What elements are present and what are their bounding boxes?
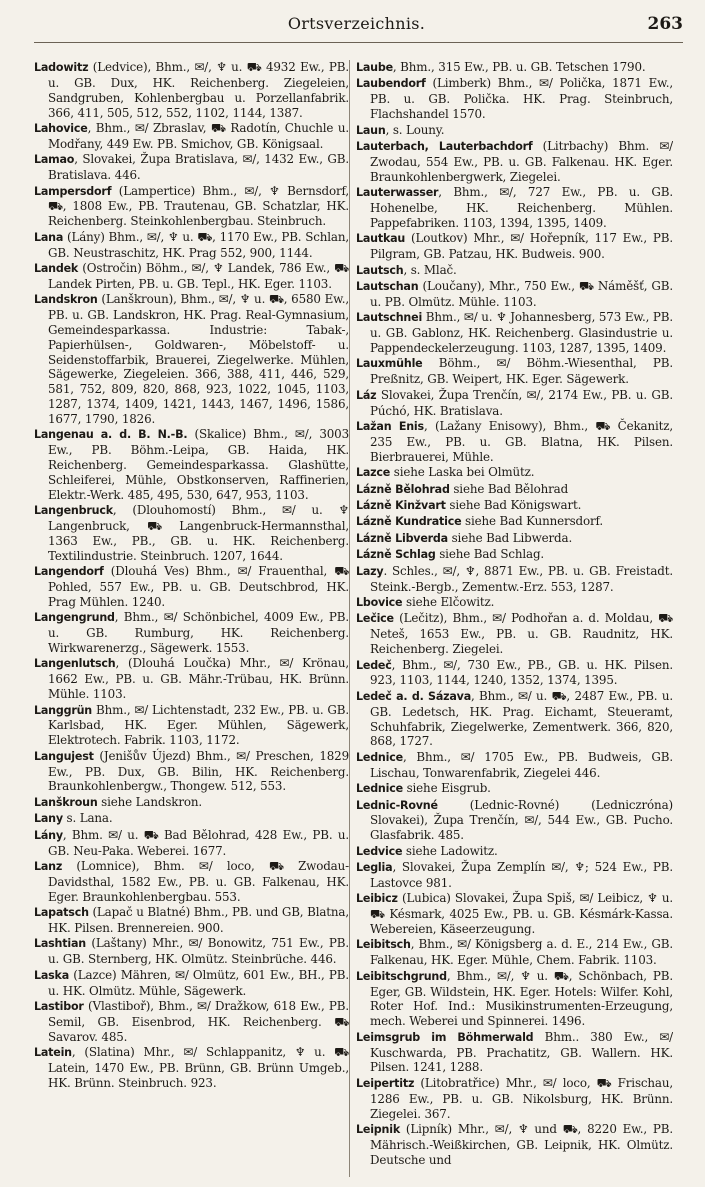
entry-text: (Skalice) Bhm., ✉/, 3003 Ew., PB. Böhm.-Leipa, GB. Haida, HK. Reichenberg. Gemeindesparkassa. Glashütte, Schleiferei, Mühle, Obstkonserven, Raffinerien, Elektr.-Werk. 485, 495, 530, 647, 953, 1103. [48, 427, 349, 502]
entry-headword: Lapatsch [34, 906, 89, 920]
entry-headword: Lautkau [356, 232, 406, 246]
left-column [34, 60, 349, 1179]
entry-text: , Bhm., ✉/ u. ⛟, 2487 Ew., PB. u. GB. Ledetsch, HK. Prag. Eichamt, Steueramt, Schuhfabrik, Ziegelwerke, Zementwerk. 366, 820, 868, 1727. [370, 688, 673, 749]
entry-text: siehe Ladowitz. [402, 843, 498, 858]
entry-text: s. Lana. [62, 811, 113, 826]
entry-headword: Lázně Schlag [356, 548, 436, 562]
entry-headword: Langujest [34, 749, 94, 763]
gazetteer-entry [34, 184, 349, 230]
gazetteer-entry [34, 905, 349, 936]
entry-headword: Lanškroun [34, 795, 98, 809]
header-rule [34, 42, 683, 43]
gazetteer-entry [356, 531, 673, 547]
entry-text: , Bhm., 315 Ew., PB. u. GB. Tetschen 1790. [392, 60, 646, 74]
gazetteer-entry [34, 749, 349, 795]
gazetteer-entry [356, 658, 673, 689]
entry-headword: Landskron [34, 293, 98, 307]
entry-text: (Lazce) Mähren, ✉/ Olmütz, 601 Ew., BH., PB. u. HK. Olmütz. Mühle, Sägewerk. [48, 967, 349, 998]
gazetteer-entry [356, 860, 673, 891]
gazetteer-entry [34, 230, 349, 261]
gazetteer-entry [356, 937, 673, 968]
entry-headword: Lautsch [356, 263, 404, 277]
gazetteer-entry [356, 1030, 673, 1076]
gazetteer-entry [356, 547, 673, 563]
entry-headword: Ledvice [356, 844, 403, 858]
entry-text: (Ostročin) Böhm., ✉/, ♆ Landek, 786 Ew., ⛟ Landek Pirten, PB. u. GB. Tepl., HK. Eger. 1103. [48, 260, 349, 291]
gazetteer-entry [34, 828, 349, 859]
entry-text: , Bhm., ✉/ Zbraslav, ⛟ Radotín, Chuchle u. Modřany, 449 Ew. PB. Smichov, GB. Königsaal. [48, 120, 349, 151]
entry-text: (Lomnice), Bhm. ✉/ loco, ⛟ Zwodau-Davidsthal, 1582 Ew., PB. u. GB. Falkenau, HK. Eger. Braunkohlenbergbau. 553. [48, 858, 349, 904]
gazetteer-entry [356, 231, 673, 262]
entry-text: (Lanškroun), Bhm., ✉/, ♆ u. ⛟, 6580 Ew., PB. u. GB. Landskron, HK. Prag. Real-Gymnasium, Gemeindesparkassa. Industrie: Tabak-, Papierhülsen-, Goldwaren-, Möbelstoff- u. Seidenstoffarbik, Brauerei, Ziegelwerke. Mühlen, Sägewerke, Ziegeleien. 366, 388, 411, 446, 529, 581, 752, 809, 820, 868, 923, 1022, 1045, 1103, 1287, 1374, 1409, 1421, 1443, 1467, 1496, 1586, 1677, 1790, 1826. [48, 292, 349, 426]
entry-text: , Slovakei, Župa Zemplín ✉/, ♆; 524 Ew., PB. Lastovce 981. [370, 860, 673, 890]
gazetteer-entry [356, 388, 673, 419]
entry-text: (Dlouhá Ves) Bhm., ✉/ Frauenthal, ⛟ Pohled, 557 Ew., PB. u. GB. Deutschbrod, HK. Prag Mühlen. 1240. [48, 564, 349, 609]
gazetteer-entry [34, 999, 349, 1045]
gazetteer-entry [356, 844, 673, 860]
gazetteer-entry [356, 798, 673, 844]
entry-text: (Lednic-Rovné) (Ledniczróna) Slovakei), Župa Trenčín, ✉/, 544 Ew., GB. Pucho. Glasfabrik. 485. [370, 797, 673, 843]
right-column [356, 60, 673, 1179]
entry-text: siehe Bad Bělohrad [449, 481, 569, 496]
gazetteer-entry [356, 595, 673, 611]
gazetteer-entry [356, 891, 673, 937]
gazetteer-entry [356, 76, 673, 122]
entry-text: (Jenišův Újezd) Bhm., ✉/ Preschen, 1829 Ew., PB. Dux, GB. Bilin, HK. Reichenberg. Braunkohlenbergw., Thongew. 512, 553. [48, 748, 349, 794]
entry-headword: Lbovice [356, 595, 403, 609]
running-title: Ortsverzeichnis. [287, 14, 426, 33]
gazetteer-entry [356, 185, 673, 231]
entry-headword: Leibitsch [356, 938, 411, 952]
entry-headword: Laska [34, 968, 70, 982]
entry-headword: Lahovice [34, 121, 88, 135]
entry-text: , s. Mlač. [403, 262, 457, 277]
entry-headword: Lázně Libverda [356, 531, 448, 545]
entry-text: (Litrbachy) Bhm. ✉/ Zwodau, 554 Ew., PB. u. GB. Falkenau. HK. Eger. Braunkohlenbergwerk, Ziegelei. [370, 139, 673, 184]
entry-text: , Bhm., ✉/ Königsberg a. d. E., 214 Ew., GB. Falkenau, HK. Eger. Mühle, Chem. Fabrik. 1103. [370, 937, 673, 968]
entry-text: , s. Louny. [385, 122, 445, 137]
gazetteer-entry [356, 969, 673, 1029]
entry-headword: Leipertitz [356, 1076, 415, 1090]
gazetteer-entry [34, 121, 349, 152]
entry-text: (Limberk) Bhm., ✉/ Polička, 1871 Ew., PB. u. GB. Polička. HK. Prag. Steinbruch, Flachshandel 1570. [370, 76, 673, 122]
gazetteer-entry [34, 811, 349, 827]
entry-text: (Lány) Bhm., ✉/, ♆ u. ⛟, 1170 Ew., PB. Schlan, GB. Neustraschitz, HK. Prag 552, 900, 1144. [48, 229, 349, 260]
gazetteer-entry [356, 781, 673, 797]
entry-headword: Ladowitz [34, 61, 89, 74]
gazetteer-entry [356, 139, 673, 185]
entry-headword: Laube [356, 61, 393, 74]
entry-text: (Vlastiboř), Bhm., ✉/ Dražkow, 618 Ew., PB. Semil, GB. Eisenbrod, HK. Reichenberg. ⛟ Savarov. 485. [48, 998, 349, 1044]
entry-headword: Langgrün [34, 703, 93, 717]
entry-text: , (Dlouhá Loučka) Mhr., ✉/ Krönau, 1662 Ew., PB. u. GB. Mähr.-Trübau, HK. Brünn. Mühle. 1103. [48, 656, 349, 702]
gazetteer-entry [34, 859, 349, 905]
entry-text: (Lapač u Blatné) Bhm., PB. und GB, Blatna, HK. Pilsen. Brennereien. 900. [48, 905, 349, 935]
gazetteer-entry [34, 610, 349, 656]
entry-headword: Lednic-Rovné [356, 798, 438, 812]
entry-headword: Lastibor [34, 999, 84, 1013]
gazetteer-entry [356, 564, 673, 595]
entry-headword: Lashtian [34, 937, 86, 951]
entry-headword: Lanz [34, 859, 63, 873]
gazetteer-entry [34, 564, 349, 610]
entry-text: , Bhm., ✉/, ♆ u. ⛟, Schönbach, PB. Eger, GB. Wildstein, HK. Eger. Hotels: Wilfer. Kohl, Roter Hof. Ind.: Musikinstrumenten-Erzeugung, mech. Weberei und Spinnerei. 1496. [370, 968, 673, 1029]
entry-text: (Lečitz), Bhm., ✉/ Podhořan a. d. Moldau, ⛟ Neteš, 1653 Ew., PB. u. GB. Raudnitz, HK. Reichenberg. Ziegelei. [370, 611, 673, 657]
entry-text: siehe Bad Kunnersdorf. [461, 514, 604, 529]
entry-headword: Leipnik [356, 1122, 401, 1136]
entry-text: , Bhm., ✉/ Schönbichel, 4009 Ew., PB. u. GB. Rumburg, HK. Reichenberg. Wirkwarenerzg., Sägewerk. 1553. [48, 610, 349, 655]
gazetteer-entry [356, 263, 673, 279]
entry-text: (Loučany), Mhr., 750 Ew., ⛟ Náměšť, GB. u. PB. Olmütz. Mühle. 1103. [370, 278, 673, 309]
entry-text: , Bhm. ✉/ u. ⛟ Bad Bělohrad, 428 Ew., PB. u. GB. Neu-Paka. Weberei. 1677. [48, 827, 349, 858]
entry-headword: Leibicz [356, 892, 398, 906]
entry-headword: Lázně Bělohrad [356, 482, 450, 496]
entry-text: , Bhm., ✉/ 1705 Ew., PB. Budweis, GB. Lischau, Tonwarenfabrik, Ziegelei 446. [370, 749, 673, 780]
entry-text: , (Dlouhomostí) Bhm., ✉/ u. ♆ Langenbruck, ⛟ Langenbruck-Hermannsthal, 1363 Ew., PB., GB. u. HK. Reichenberg. Textilindustrie. Steinbruch. 1207, 1644. [48, 503, 349, 563]
entry-text: Bhm., ✉/ u. ♆ Johannesberg, 573 Ew., PB. u. GB. Gablonz, HK. Reichenberg. Glasindustrie u. Pappendeckelerzeugung. 1103, 1287, 1395, 1409. [370, 310, 673, 355]
entry-headword: Lauterbach, Lauterbachdorf [356, 140, 533, 153]
gazetteer-entry [356, 750, 673, 781]
gazetteer-entry [356, 689, 673, 749]
entry-headword: Lauterwasser [356, 186, 439, 200]
entry-text: Slovakei, Župa Trenčín, ✉/, 2174 Ew., PB. u. GB. Púchó, HK. Bratislava. [370, 387, 673, 418]
entry-text: Bhm.. 380 Ew., ✉/ Kuschwarda, PB. Prachatitz, GB. Wallern. HK. Pilsen. 1241, 1288. [370, 1029, 673, 1075]
entry-headword: Langenlutsch [34, 657, 116, 671]
entry-text: , Bhm., ✉/, 730 Ew., PB., GB. u. HK. Pilsen. 923, 1103, 1144, 1240, 1352, 1374, 1395. [370, 657, 673, 688]
entry-text: (Ledvice), Bhm., ✉/, ♆ u. ⛟ 4932 Ew., PB. u. GB. Dux, HK. Reichenberg. Ziegeleien, Sandgruben, Kohlenbergbau u. Porzellanfabrik. 366, 411, 505, 512, 552, 1102, 1144, 1387. [48, 60, 349, 120]
page-number: 263 [647, 14, 683, 34]
entry-headword: Laubendorf [356, 77, 426, 91]
gazetteer-entry [356, 310, 673, 356]
entry-text: , Slovakei, Župa Bratislava, ✉/, 1432 Ew., GB. Bratislava. 446. [48, 152, 349, 183]
entry-text: (Laštany) Mhr., ✉/ Bonowitz, 751 Ew., PB. u. GB. Sternberg, HK. Olmütz. Steinbrüche. 446. [48, 936, 349, 967]
entry-text: (Litobratřice) Mhr., ✉/ loco, ⛟ Frischau, 1286 Ew., PB. u. GB. Nikolsburg, HK. Brünn. Ziegelei. 367. [370, 1075, 673, 1121]
entry-text: Bhm., ✉/ Lichtenstadt, 232 Ew., PB. u. GB. Karlsbad, HK. Eger. Mühlen, Sägewerk, Elektrotech. Fabrik. 1103, 1172. [48, 702, 349, 748]
gazetteer-entry [34, 292, 349, 427]
gazetteer-entry [356, 514, 673, 530]
entry-headword: Lautschan [356, 279, 419, 293]
entry-text: siehe Elčowitz. [402, 594, 495, 609]
gazetteer-entry [356, 611, 673, 657]
gazetteer-entry [34, 936, 349, 967]
entry-headword: Langenbruck [34, 504, 113, 518]
gazetteer-entry [34, 503, 349, 563]
entry-headword: Lány [34, 828, 63, 842]
entry-text: siehe Bad Schlag. [435, 547, 545, 562]
gazetteer-entry [356, 356, 673, 387]
entry-headword: Lamao [34, 153, 75, 167]
entry-headword: Lazy [356, 564, 384, 578]
gazetteer-entry [356, 465, 673, 481]
entry-headword: Lednice [356, 782, 403, 796]
entry-headword: Langengrund [34, 611, 115, 625]
gazetteer-entry [34, 795, 349, 811]
entry-headword: Ledeč a. d. Sázava [356, 689, 471, 703]
entry-text: siehe Bad Königswart. [445, 497, 582, 512]
entry-headword: Ledeč [356, 658, 392, 672]
entry-headword: Lauxmühle [356, 357, 423, 371]
gazetteer-entry [34, 261, 349, 292]
entry-text: , (Lažany Enisowy), Bhm., ⛟ Čekanitz, 235 Ew., PB. u. GB. Blatna, HK. Pilsen. Bierbrauerei, Mühle. [370, 418, 673, 464]
entry-headword: Lázně Kinžvart [356, 498, 446, 512]
page-header [30, 14, 683, 40]
entry-text: siehe Eisgrub. [402, 781, 491, 796]
gazetteer-entry [356, 419, 673, 465]
entry-headword: Lednice [356, 750, 403, 764]
entry-headword: Langendorf [34, 565, 104, 579]
entry-headword: Lažan Enis [356, 419, 424, 433]
gazetteer-entry [34, 656, 349, 702]
entry-headword: Leglia [356, 861, 393, 875]
gazetteer-entry [34, 427, 349, 502]
entry-headword: Lany [34, 812, 63, 826]
entry-text: (Lampertice) Bhm., ✉/, ♆ Bernsdorf, ⛟, 1808 Ew., PB. Trautenau, GB. Schatzlar, HK. Reichenberg. Steinkohlenbergbau. Steinbruch. [48, 183, 349, 229]
entry-headword: Lampersdorf [34, 184, 112, 198]
gazetteer-entry [356, 1122, 673, 1168]
entry-headword: Landek [34, 261, 79, 275]
entry-headword: Laun [356, 123, 386, 137]
column-divider [349, 60, 350, 1177]
gazetteer-entry [356, 498, 673, 514]
entry-text: (Loutkov) Mhr., ✉/ Hořepník, 117 Ew., PB. Pilgram, GB. Patzau, HK. Budweis. 900. [370, 231, 673, 262]
gazetteer-entry [34, 1045, 349, 1091]
entry-headword: Leibitschgrund [356, 969, 447, 983]
gazetteer-entry [34, 60, 349, 120]
entry-text: siehe Laska bei Olmütz. [390, 465, 535, 480]
entry-text: (Lipník) Mhr., ✉/, ♆ und ⛟, 8220 Ew., PB. Mährisch.-Weißkirchen, GB. Leipnik, HK. Olmütz. Deutsche und [370, 1121, 673, 1167]
gazetteer-entry [356, 482, 673, 498]
gazetteer-entry [34, 152, 349, 183]
gazetteer-entry [34, 968, 349, 999]
gazetteer-entry [356, 60, 673, 76]
entry-headword: Langenau a. d. B. N.-B. [34, 428, 188, 442]
entry-text: Böhm., ✉/ Böhm.-Wiesenthal, PB. Preßnitz, GB. Weipert, HK. Eger. Sägewerk. [370, 356, 673, 387]
gazetteer-entry [356, 1076, 673, 1122]
entry-headword: Leimsgrub im Böhmerwald [356, 1030, 534, 1044]
gazetteer-entry [356, 123, 673, 139]
entry-headword: Láz [356, 388, 377, 402]
entry-headword: Lečice [356, 612, 394, 626]
entry-headword: Lautschnei [356, 311, 423, 325]
entry-headword: Latein [34, 1046, 72, 1060]
entry-text: , Bhm., ✉/, 727 Ew., PB. u. GB. Hohenelbe, HK. Reichenberg. Mühlen. Pappefabriken. 1103, 1394, 1395, 1409. [370, 185, 673, 230]
gazetteer-entry [356, 279, 673, 310]
entry-text: . Schles., ✉/, ♆, 8871 Ew., PB. u. GB. Freistadt. Steink.-Bergb., Zementw.-Erz. 553, 1287. [370, 563, 673, 594]
entry-text: , (Slatina) Mhr., ✉/ Schlappanitz, ♆ u. ⛟ Latein, 1470 Ew., PB. Brünn, GB. Brünn Umgeb., HK. Brünn. Steinbruch. 923. [48, 1045, 349, 1090]
entry-headword: Lazce [356, 466, 391, 480]
entry-text: siehe Bad Libwerda. [447, 530, 573, 545]
entry-headword: Lázně Kundratice [356, 515, 462, 529]
gazetteer-entry [34, 703, 349, 749]
entry-headword: Lana [34, 230, 64, 244]
entry-text: siehe Landskron. [97, 794, 203, 809]
entry-text: (Lubica) Slovakei, Župa Spiš, ✉/ Leibicz, ♆ u. ⛟ Késmark, 4025 Ew., PB. u. GB. Késmárk-Kassa. Webereien, Käseerzeugung. [370, 891, 673, 937]
